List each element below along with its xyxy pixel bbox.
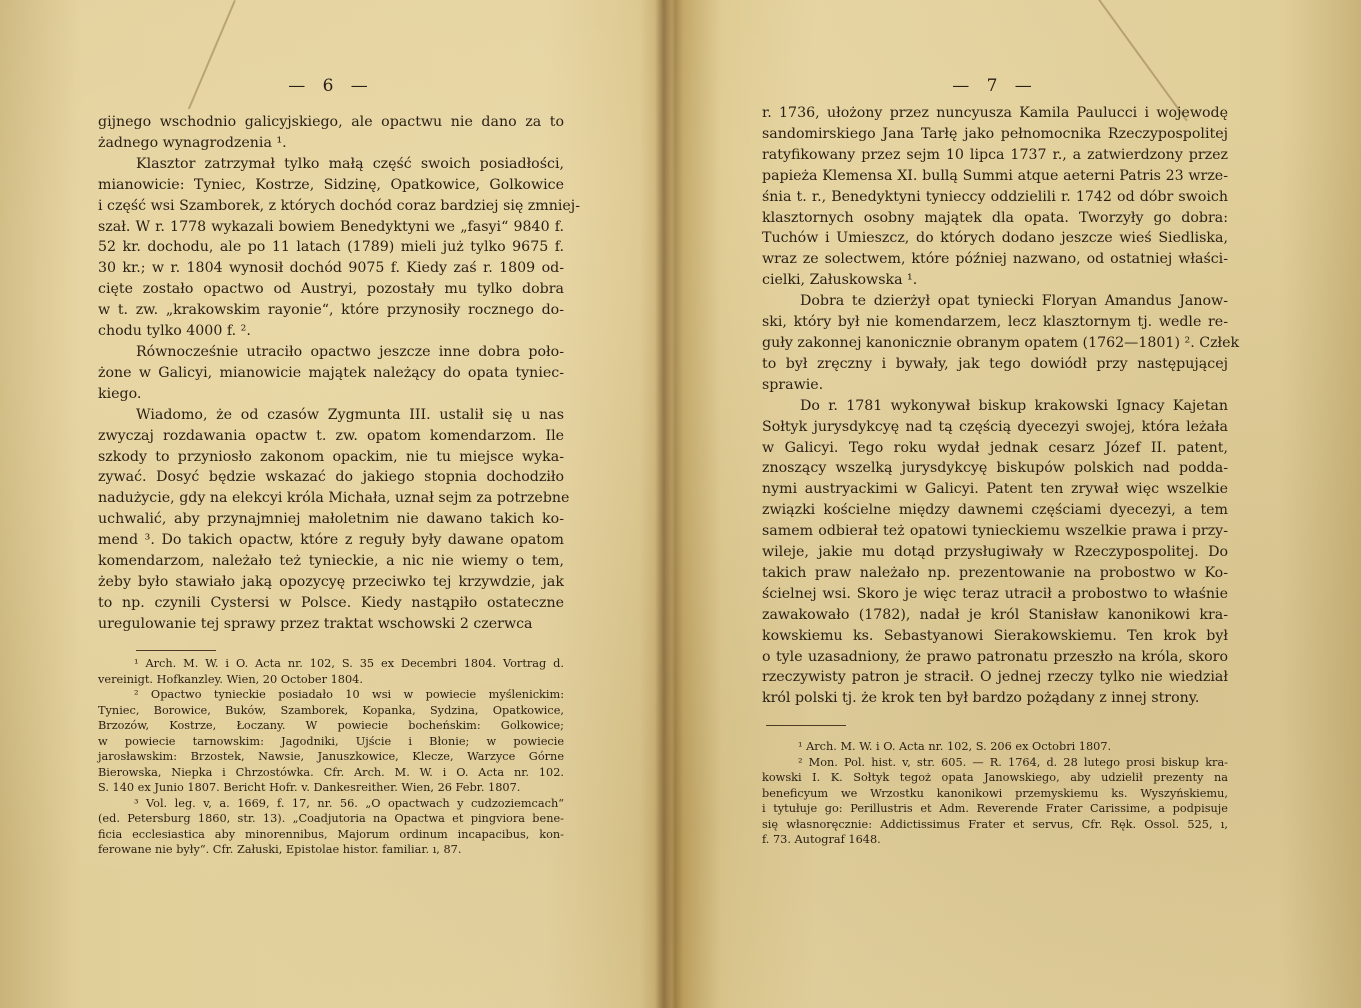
paragraph	[762, 396, 1228, 710]
text-line: nadużycie, gdy na elekcyi króla Michała, uznał sejm za potrzebne	[98, 490, 570, 507]
footnote	[98, 687, 564, 796]
text-line: w t. zw. „krakowskim rayonie“, które przynosiły rocznego do-	[98, 302, 564, 319]
text-line: mend ³. Do takich opactw, które z reguły były dawane opatom	[98, 532, 564, 549]
text-line: ratyfikowany przez sejm 10 lipca 1737 r., a zatwierdzony przez	[762, 146, 1228, 163]
text-line: kowskiemu ks. Sebastyanowi Sierakowskiemu. Ten krok był	[762, 627, 1228, 644]
right-page-number: — 7 —	[952, 76, 1038, 96]
text-line: cielki, Załuskowska ¹.	[762, 272, 918, 289]
text-line: sandomirskiego Jana Tarłę jako pełnomocnika Rzeczypospolitej	[762, 125, 1228, 142]
paragraph	[762, 103, 1228, 291]
text-line: rzeczywisty patron je stracił. O jednej rzeczy tylko nie wiedział	[762, 669, 1228, 686]
footnote	[762, 739, 1228, 755]
footnote-line: ¹ Arch. M. W. i O. Acta nr. 102, S. 206 ex Octobri 1807.	[798, 740, 1112, 753]
footnote-line: się własnoręcznie: Addictissimus Frater et servus, Cfr. Ręk. Ossol. 525, ı,	[762, 817, 1228, 831]
text-line: 52 kr. dochodu, ale po 11 latach (1789) mieli już tylko 9675 f.	[98, 239, 564, 256]
text-line: związki kościelne między dawnemi częściami dyecezyi, a tem	[762, 502, 1228, 519]
text-line: cięte zostało opactwo od Austryi, pozostały mu tylko dobra	[98, 281, 564, 298]
footnote-line: ³ Vol. leg. v, a. 1669, f. 17, nr. 56. „O opactwach y cudzoziemcach“	[134, 796, 564, 810]
text-line: to był zręczny i bywały, jak tego dowiódł przy następującej	[762, 355, 1228, 372]
text-line: klasztornych osobny majątek dla opata. Tworzyły go dobra:	[762, 209, 1228, 226]
text-line: wraz ze solectwem, które później nazwano, od ostatniej właści-	[762, 251, 1228, 268]
footnote-line: ² Mon. Pol. hist. v, str. 605. — R. 1764, d. 28 lutego prosi biskup kra-	[798, 755, 1228, 769]
text-line: uregulowanie tej sprawy przez traktat wschowski 2 czerwca	[98, 615, 533, 632]
text-line: samem odbierał też opatowi tynieckiemu wszelkie prawa i przy-	[762, 523, 1228, 540]
footnote-line: S. 140 ex Junio 1807. Bericht Hofr. v. Dankesreither. Wien, 26 Febr. 1807.	[98, 781, 521, 794]
text-line: guły zakonnej kanonicznie obranym opatem (1762—1801) ². Człek	[762, 334, 1240, 351]
text-line: kiego.	[98, 385, 142, 402]
text-line: takich praw należało np. prezentowanie na probostwo w Ko-	[762, 564, 1228, 581]
text-line: komendarzom, należało też tynieckie, a nic nie wiemy o tem,	[98, 553, 564, 570]
book-spine	[655, 0, 673, 1008]
text-line: Równocześnie utraciło opactwo jeszcze inne dobra poło-	[136, 343, 564, 360]
text-line: szkody to przyniosło zakonom opackim, nie tu miejsce wyka-	[98, 448, 564, 465]
footnote-line: ficia ecclesiastica aby minorennibus, Majorum ordinum incapacibus, kon-	[98, 827, 564, 841]
left-page-body	[98, 112, 581, 635]
footnote	[762, 755, 1228, 848]
text-line: ski, który był nie komendarzem, lecz klasztornym tj. wedle re-	[762, 314, 1228, 331]
footnote-line: Tyniec, Borowice, Buków, Szamborek, Kopanka, Sydzina, Opatkowice,	[98, 703, 564, 717]
text-line: Dobra te dzierżył opat tyniecki Floryan Amandus Janow-	[800, 293, 1228, 310]
footnote-line: kowski I. K. Sołtyk tegoż opata Janowskiego, aby udzielił prezenty na	[762, 771, 1228, 784]
text-line: ścielnej wsi. Skoro je więc teraz utracił a probostwo to właśnie	[762, 585, 1228, 602]
text-line: gijnego wschodnio galicyjskiego, ale opactwu nie dano za to	[98, 114, 564, 130]
text-line: król polski tj. że krok ten był bardzo pożądany z innej strony.	[762, 690, 1200, 707]
footnote-line: Bierowska, Niepka i Chrzostówka. Cfr. Arch. M. W. i O. Acta nr. 102.	[98, 765, 564, 779]
text-line: zywać. Dosyć będzie wskazać do jakiego stopnia dochodziło	[98, 469, 564, 486]
text-line: uchwalić, aby przynajmniej małoletnim nie dawano takich ko-	[98, 511, 564, 528]
text-line: żone w Galicyi, mianowicie majątek należący do opata tyniec-	[98, 364, 564, 381]
text-line: Do r. 1781 wykonywał biskup krakowski Ignacy Kajetan	[800, 397, 1228, 414]
text-line: szał. W r. 1778 wykazali bowiem Benedyktyni we „fasyi“ 9840 f.	[98, 218, 564, 235]
text-line: żeby było stawiało jaką opozycyę przeciwko tej krzywdzie, jak	[98, 573, 564, 590]
text-line: chodu tylko 4000 f. ².	[98, 323, 251, 340]
text-line: znoszący wszelką jurysdykcyę biskupów polskich nad podda-	[762, 460, 1228, 477]
text-line: wileje, jakie mu dotąd przysługiwały w Rzeczypospolitej. Do	[762, 544, 1228, 561]
footnote-line: vereinigt. Hofkanzley. Wien, 20 October 1804.	[98, 672, 363, 686]
footnote-line: f. 73. Autograf 1648.	[762, 833, 881, 846]
text-line: Tuchów i Umieszcz, do których dodano jeszcze wieś Siedliska,	[762, 230, 1228, 247]
footnote-line: ¹ Arch. M. W. i O. Acta nr. 102, S. 35 ex Decembri 1804. Vortrag d.	[134, 657, 564, 670]
text-line: o tyle uzasadniony, że prawo patronatu przeszło na króla, skoro	[762, 648, 1228, 665]
paragraph	[98, 405, 570, 635]
footnote	[98, 656, 564, 687]
text-line: nymi austryackimi w Galicyi. Patent ten zrywał więc wszelkie	[762, 481, 1228, 498]
text-line: r. 1736, ułożony przez nuncyusza Kamila Paulucci i wojewodę	[762, 105, 1228, 121]
footnote-line: ² Opactwo tynieckie posiadało 10 wsi w powiecie myślenickim:	[134, 688, 564, 701]
left-page-footnotes	[98, 656, 564, 858]
left-page-number: — 6 —	[288, 76, 374, 96]
text-line: w Galicyi. Tego roku wydał jednak cesarz Józef II. patent,	[762, 439, 1228, 456]
text-line: śnia t. r., Benedyktyni tynieccy oddzielili r. 1742 od dóbr swoich	[762, 188, 1228, 205]
text-line: i część wsi Szamborek, z których dochód coraz bardziej się zmniej-	[98, 197, 581, 214]
footnote-line: w powiecie tarnowskim: Jagodniki, Ujście i Błonie; w powiecie	[98, 734, 564, 748]
right-page-footnotes	[762, 739, 1228, 848]
footnote-line: i tytułuje go: Perillustris et Adm. Reverende Frater Carissime, a podpisuje	[762, 802, 1228, 815]
text-line: to np. czynili Cystersi w Polsce. Kiedy nastąpiło ostateczne	[98, 594, 564, 611]
paragraph	[98, 112, 564, 154]
footnote-line: (ed. Petersburg 1860, str. 13). „Coadjutoria na Opactwa et pingviora bene-	[98, 812, 564, 825]
text-line: Wiadomo, że od czasów Zygmunta III. ustalił się u nas	[136, 406, 564, 423]
right-page-body	[762, 103, 1240, 709]
text-line: papieża Klemensa XI. bullą Summi atque aeterni Patris 23 wrze-	[762, 167, 1228, 184]
text-line: 30 kr.; w r. 1804 wynosił dochód 9075 f. Kiedy zaś r. 1809 od-	[98, 260, 564, 277]
right-footnote-rule	[766, 725, 846, 726]
text-line: zawakowało (1782), nadał je król Stanisław kanonikowi kra-	[762, 606, 1228, 623]
footnote-line: ferowane nie były“. Cfr. Załuski, Epistolae histor. familiar. ı, 87.	[98, 843, 462, 856]
paragraph	[98, 154, 581, 342]
paragraph	[762, 291, 1240, 396]
text-line: żadnego wynagrodzenia ¹.	[98, 134, 287, 151]
paragraph	[98, 342, 564, 405]
text-line: Sołtyk jurysdykcyę nad tą częścią dyecezyi swojej, która leżała	[762, 418, 1228, 435]
text-line: Klasztor zatrzymał tylko małą część swoich posiadłości,	[136, 155, 564, 172]
footnote-line: jarosławskim: Brzostek, Nawsie, Januszkowice, Klecze, Warzyce Górne	[98, 750, 564, 763]
left-footnote-rule	[136, 650, 216, 651]
footnote-line: Brzozów, Kostrze, Łoczany. W powiecie bocheńskim: Golkowice;	[98, 719, 564, 732]
text-line: sprawie.	[762, 376, 824, 393]
text-line: zwyczaj rozdawania opactw t. zw. opatom komendarzom. Ile	[98, 427, 564, 444]
text-line: mianowicie: Tyniec, Kostrze, Sidzinę, Opatkowice, Golkowice	[98, 176, 564, 193]
footnote	[98, 796, 564, 858]
footnote-line: beneficyum we Wrzostku kanonikowi przemyskiemu ks. Wyszyńskiemu,	[762, 786, 1228, 800]
